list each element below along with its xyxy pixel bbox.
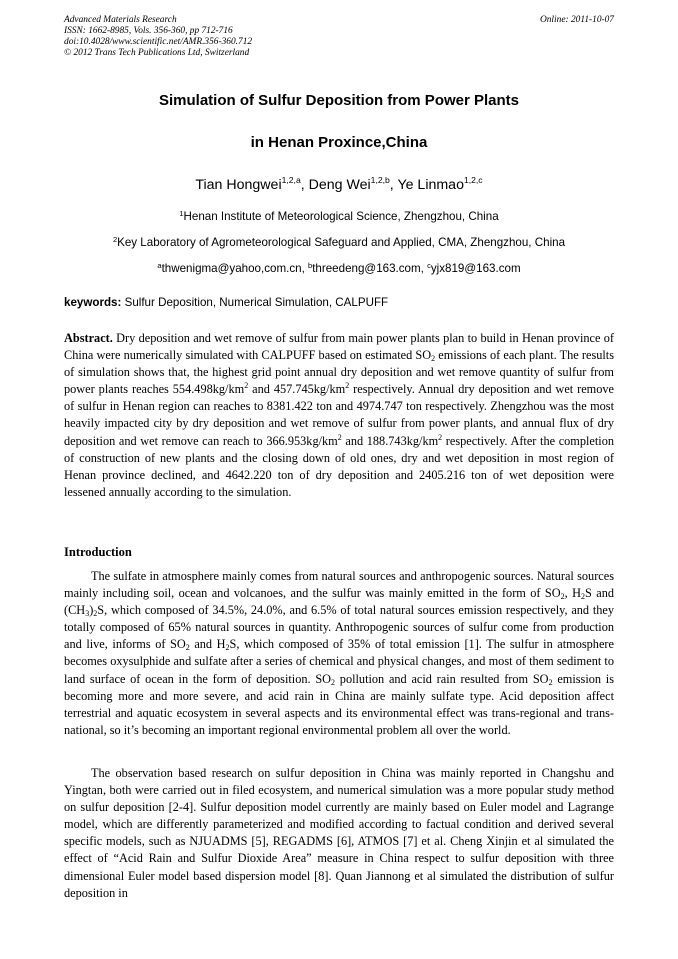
affiliation-1: $^1$Henan Institute of Meteorological Science, Zhengzhou, China <box>179 209 499 223</box>
email-link[interactable]: yjx819@163.com <box>430 262 521 275</box>
paper-title-line-1: Simulation of Sulfur Deposition from Power Plants <box>158 92 520 109</box>
paper-title-line-2: in Henan Proxince,China <box>250 134 428 151</box>
journal-name: Advanced Materials Research <box>64 15 177 25</box>
keywords-label: keywords: <box>64 296 122 309</box>
keywords-text: Sulfur Deposition, Numerical Simulation, CALPUFF <box>121 296 389 309</box>
author-emails: $^a$thwenigma@yahoo,com.cn, $^b$threedeng@163.com, $^c$yjx819@163.com <box>157 261 521 275</box>
author-affil-sup: 1,2,a <box>281 175 301 185</box>
keywords <box>64 296 388 309</box>
section-heading-introduction: Introduction <box>64 545 132 559</box>
abstract-label: Abstract. <box>64 331 113 345</box>
copyright-line: © 2012 Trans Tech Publications Ltd, Switzerland <box>64 48 250 58</box>
author-name: Deng Wei <box>308 177 371 193</box>
author-list <box>0 175 678 193</box>
author-affil-sup: 1,2,b <box>370 175 390 185</box>
issn-line: ISSN: 1662-8985, Vols. 356-360, pp 712-716 <box>64 26 233 36</box>
author-separator: , <box>389 177 398 193</box>
email-link[interactable]: thwenigma@yahoo,com.cn, <box>161 262 309 275</box>
author-separator: , <box>300 177 309 193</box>
doi-line: doi:10.4028/www.scientific.net/AMR.356-360.712 <box>64 37 253 47</box>
online-date: Online: 2011-10-07 <box>539 15 614 25</box>
author-name: Ye Linmao <box>397 177 464 193</box>
journal-header <box>64 15 252 59</box>
author-affil-sup: 1,2,c <box>463 175 483 185</box>
email-link[interactable]: threedeng@163.com, <box>312 262 428 275</box>
introduction-paragraph-2: The observation based research on sulfur deposition in China was mainly reported in Changshu and Yingtan, both were carried out in filed ecosystem, and numerical simulation was a more popular study method on sulfur deposition [2-4]. Sulfur deposition model currently are mainly based on Euler model and Lagrange model, which are differently parameterized and modified according to factual condition and derived several specific models, such as NJUADMS [5], REGADMS [6], ATMOS [7] et al. Cheng Xinjin et al simulated the effect of “Acid Rain and Sulfur Dioxide Area” measure in China respect to sulfur deposition with three dimensional Euler model based dispersion model [8]. Quan Jiannong et al simulated the distribution of sulfur deposition in <box>64 766 614 900</box>
introduction-paragraph-1: The sulfate in atmosphere mainly comes from natural sources and anthropogenic sources. Natural sources mainly including soil, ocean and volcanoes, and the sulfur was mainly emitted in the form of $SO_2$, $H_2S$ and $(CH_3)_2S$, which composed of 34.5%, 24.0%, and 6.5% of total natural sources emission respectively, and they totally composed of 65% natural sources in quantity. Anthropogenic sources of sulfur come from production and live, informs of $SO_2$ and $H_2S$, which composed of 35% of total emission [1]. The sulfur in atmosphere becomes oxysulphide and sulfate after a series of chemical and physical changes, and most of them sediment to land surface of ocean in the form of deposition. $SO_2$ pollution and acid rain resulted from $SO_2$ emission is becoming more and more severe, and acid rain in China are mainly sulfate type. Acid deposition affect terrestrial and aquatic ecosystem in several aspects and its environmental effect was trans-regional and trans-national, so it’s becoming an important regional environmental problem all over the world. <box>64 569 614 737</box>
author-name: Tian Hongwei <box>195 177 282 193</box>
affiliation-2: $^2$Key Laboratory of Agrometeorological Safeguard and Applied, CMA, Zhengzhou, China <box>112 235 566 249</box>
abstract: Abstract. Dry deposition and wet remove of sulfur from main power plants plan to build in Henan province of China were numerically simulated with CALPUFF based on estimated $SO_2$ emissions of each plant. The results of simulation shows that, the highest grid point annual dry deposition and wet remove quantity of sulfur from power plants reaches $554.498kg/km^2$ and $457.745kg/km^2$ respectively. Annual dry deposition and wet remove of sulfur in Henan region can reaches to 8381.422 ton and 4974.747 ton respectively. Zhengzhou was the most heavily impacted city by dry deposition and wet remove of sulfur from power plants, and annual flux of dry deposition and wet remove can reach to $366.953kg/km^2$ and $188.743kg/km^2$ respectively. After the completion of construction of new plants and the closing down of old ones, dry and wet deposition in most region of Henan province declined, and 4642.220 ton of dry deposition and 2405.216 ton of wet deposition were lessened annually according to the simulation. <box>64 331 615 499</box>
